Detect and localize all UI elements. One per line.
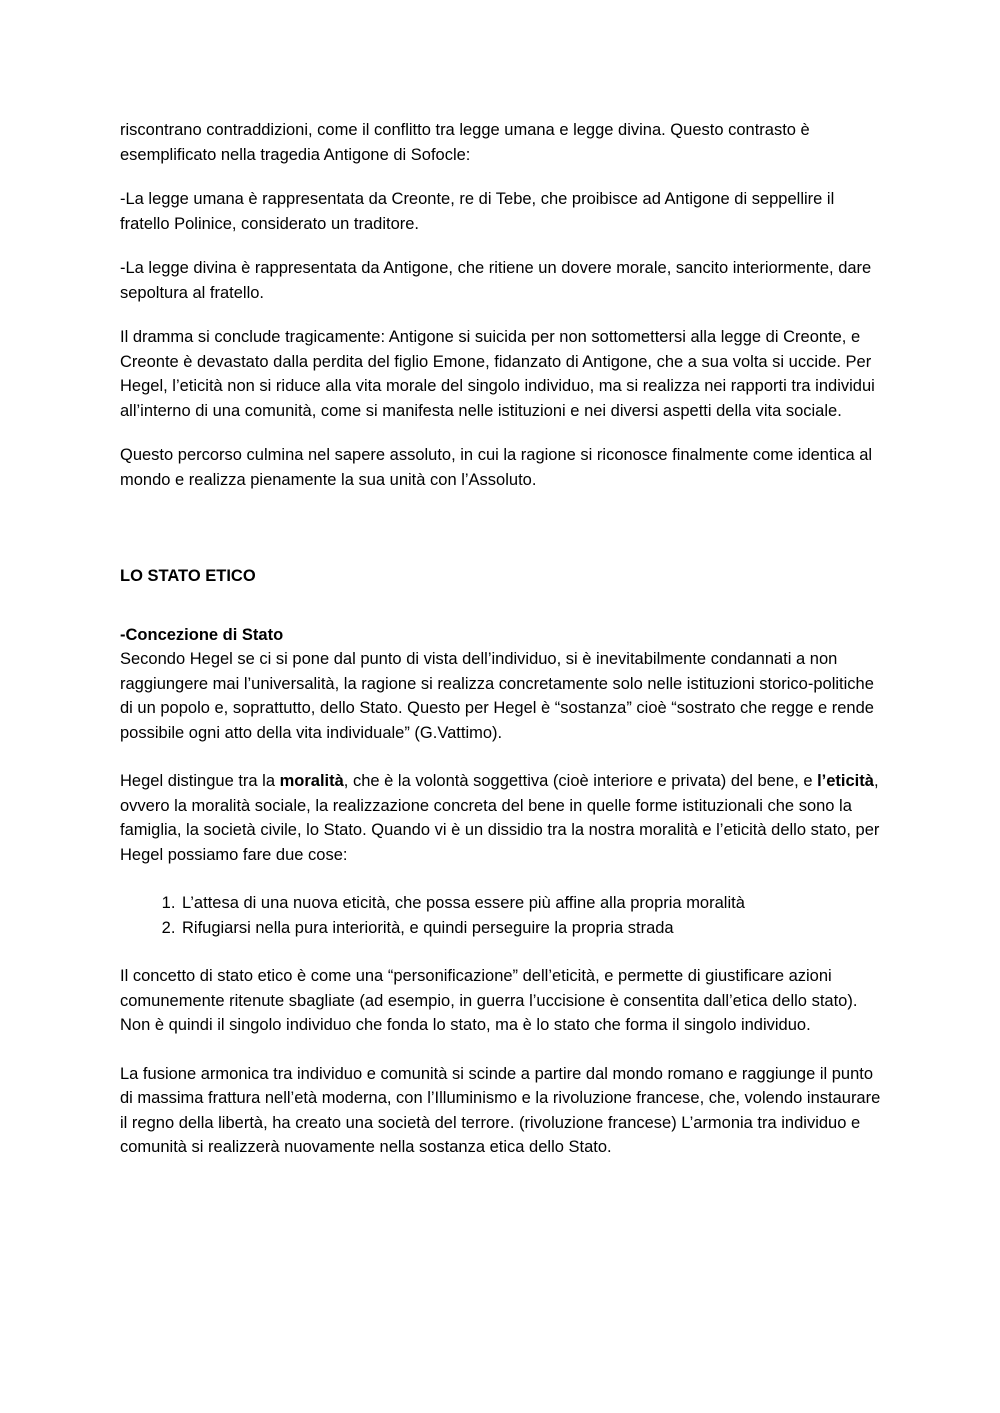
paragraph-legge-umana: -La legge umana è rappresentata da Creonte, re di Tebe, che proibisce ad Antigone di seppellire il fratello Polinice, considerato un traditore.	[120, 190, 835, 233]
paragraph-dramma: Il dramma si conclude tragicamente: Antigone si suicida per non sottomettersi alla legge di Creonte, e Creonte è devastato dalla perdita del figlio Emone, fidanzato di Antigone, che a sua volta si uccide. Per Hegel, l’eticità non si riduce alla vita morale del singolo individuo, ma si realizza nei rapporti tra individui all’interno di una comunità, come si manifesta nelle istituzioni e nei diversi aspetti della vita sociale.	[120, 328, 875, 420]
paragraph-legge-divina: -La legge divina è rappresentata da Antigone, che ritiene un dovere morale, sancito interiormente, dare sepoltura al fratello.	[120, 259, 872, 302]
paragraph-stato-etico: Il concetto di stato etico è come una “personificazione” dell’eticità, e permette di giustificare azioni comunemente ritenute sbagliate (ad esempio, in guerra l’uccisione è consentita dall’etica dello stato). Non è quindi il singolo individuo che fonda lo stato, ma è lo stato che forma il singolo individuo.	[120, 967, 858, 1034]
paragraph-concezione: Secondo Hegel se ci si pone dal punto di vista dell’individuo, si è inevitabilmente condannati a non raggiungere mai l’universalità, la ragione si realizza concretamente solo nelle istituzioni storico-politiche di un popolo e, soprattutto, dello Stato. Questo per Hegel è “sostanza” cioè “sostrato che regge e rende possibile ogni atto della vita individuale” (G.Vattimo).	[120, 650, 874, 742]
distinction-text-1: Hegel distingue tra la	[120, 772, 280, 790]
paragraph-fusione-armonica: La fusione armonica tra individuo e comunità si scinde a partire dal mondo romano e raggiunge il punto di massima frattura nell’età moderna, con l’Illuminismo e la rivoluzione francese, che, volendo instaurare il regno della libertà, ha creato una società del terrore. (rivoluzione francese) L’armonia tra individuo e comunità si realizzerà nuovamente nella sostanza etica dello Stato.	[120, 1064, 881, 1156]
spacer	[120, 492, 882, 564]
list-item: 1. L’attesa di una nuova eticità, che possa essere più affine alla propria moralità	[180, 891, 882, 916]
list-item: 2. Rifugiarsi nella pura interiorità, e quindi perseguire la propria strada	[180, 916, 882, 941]
paragraph-distinzione	[120, 769, 882, 867]
numbered-list	[120, 891, 882, 940]
term-eticita: l’eticità	[817, 772, 874, 790]
section-heading: LO STATO ETICO	[120, 567, 256, 585]
term-moralita: moralità	[279, 772, 344, 790]
paragraph-sapere-assoluto: Questo percorso culmina nel sapere assoluto, in cui la ragione si riconosce finalmente come identica al mondo e realizza pienamente la sua unità con l’Assoluto.	[120, 446, 873, 489]
document-page	[120, 118, 882, 1160]
distinction-text-3: , ovvero la moralità sociale, la realizzazione concreta del bene in quelle forme istituzionali che sono la famiglia, la società civile, lo Stato. Quando vi è un dissidio tra la nostra moralità e l’eticità dello stato, per Hegel possiamo fare due cose:	[120, 772, 880, 864]
subheading-concezione: -Concezione di Stato	[120, 625, 284, 644]
distinction-text-2: , che è la volontà soggettiva (cioè interiore e privata) del bene, e	[343, 772, 818, 790]
paragraph-contraddizioni: riscontrano contraddizioni, come il conflitto tra legge umana e legge divina. Questo contrasto è esemplificato nella tragedia Antigone di Sofocle:	[120, 121, 810, 164]
